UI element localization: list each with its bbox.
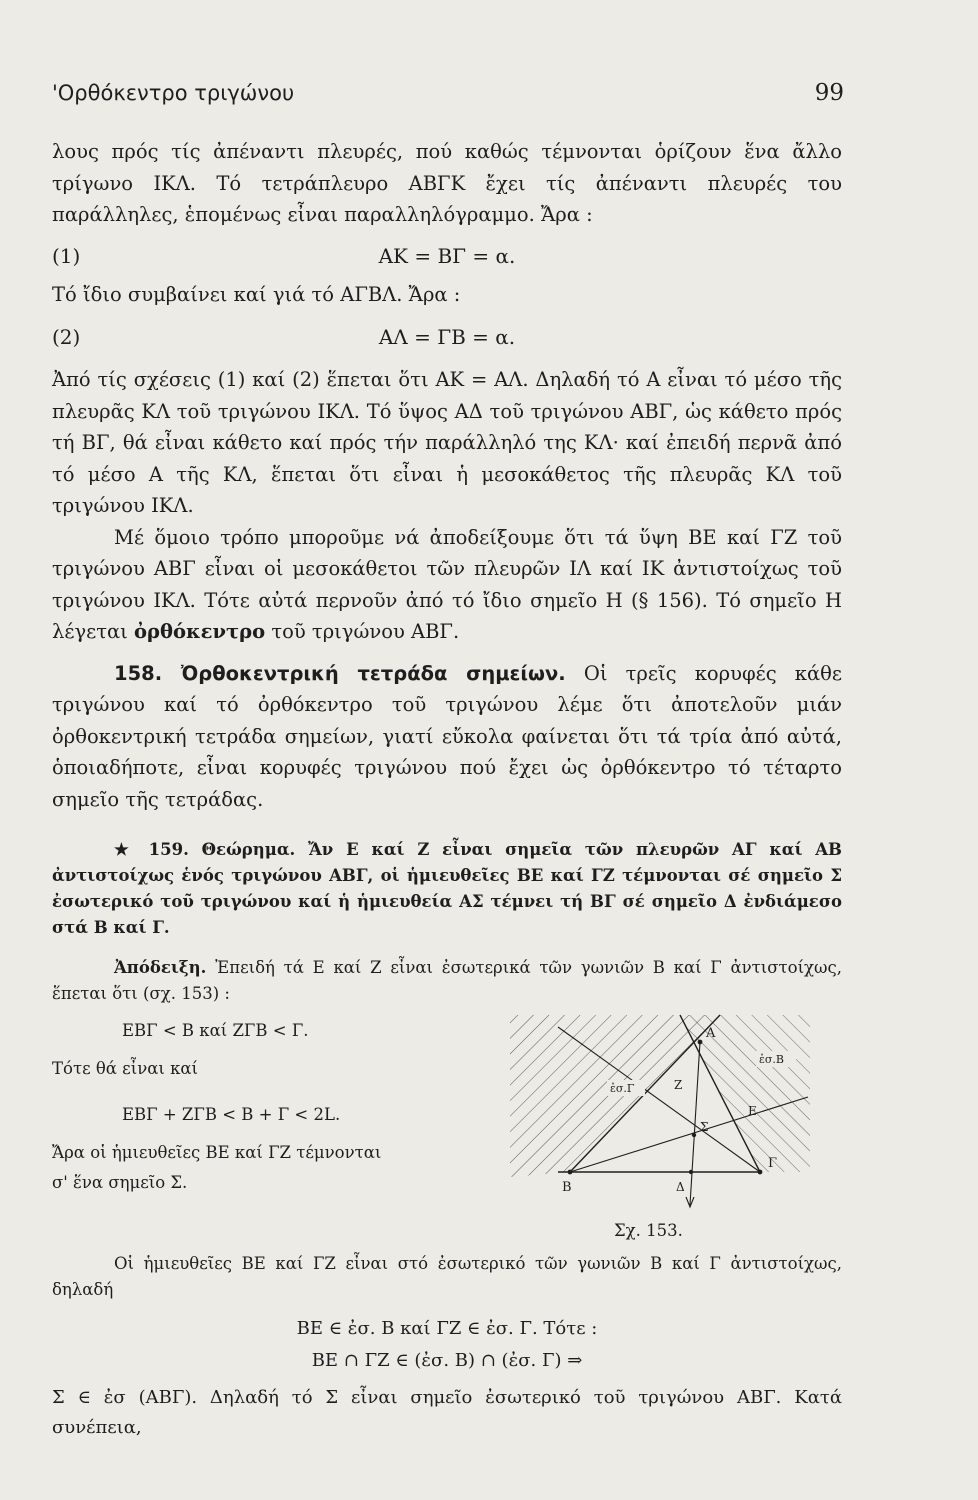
conclusion-line-1: Ἄρα οἱ ἡμιευθεῖες ΒΕ καί ΓΖ τέμνονται xyxy=(52,1143,382,1162)
membership-line: ΒΕ ∈ ἐσ. Β καί ΓΖ ∈ ἐσ. Γ. Τότε : xyxy=(296,1318,598,1339)
point-g xyxy=(758,1170,763,1175)
chapter-title: 'Ορθόκεντρο τριγώνου xyxy=(52,81,295,105)
section-158-text: Οἱ τρεῖς κορυφές κάθε τριγώνου καί τό ὀρθόκεντρο τοῦ τριγώνου λέμε ὅτι ἀποτελοῦν μιάν ὀρθοκεντρική τετράδα σημείων, γιατί εὔκολα φαίνεται ὅτι τά τρία ἀπό αὐτά, ὁποιαδήποτε, εἶναι κορυφές τριγώνου πού ἔχει ὡς ὀρθόκεντρο τό τέταρτο σημεῖο τῆς τετράδας. xyxy=(52,661,842,811)
final-line: Σ ∈ ἐσ (ΑΒΓ). Δηλαδή τό Σ εἶναι σημεῖο ἐσωτερικό τοῦ τριγώνου ΑΒΓ. Κατά συνέπεια, xyxy=(52,1387,842,1438)
section-158-title: 158. Ὀρθοκεντρική τετράδα σημείων. xyxy=(114,661,566,685)
paragraph-after-figure: Οἱ ἡμιευθεῖες ΒΕ καί ΓΖ εἶναι στό ἐσωτερικό τῶν γωνιῶν Β καί Γ ἀντιστοίχως, δηλαδή xyxy=(52,1254,842,1299)
label-a: Α xyxy=(706,1026,716,1041)
point-b xyxy=(568,1170,573,1175)
then-line: Τότε θά εἶναι καί xyxy=(52,1059,199,1078)
equation-2 xyxy=(52,320,842,354)
paragraph-2: Τό ἴδιο συμβαίνει καί γιά τό ΑΓΒΛ. Ἄρα : xyxy=(52,282,461,306)
label-z: Ζ xyxy=(674,1078,683,1092)
running-header xyxy=(52,80,844,106)
interior-angle-b-hatch xyxy=(680,1015,810,1172)
proof-label: Ἀπόδειξη. xyxy=(114,958,207,977)
label-e: Ε xyxy=(748,1104,757,1118)
paragraph-4 xyxy=(52,522,842,648)
label-es-b: ἐσ.Β xyxy=(759,1053,784,1066)
paragraph-4-end: τοῦ τριγώνου ΑΒΓ. xyxy=(271,620,460,643)
section-158 xyxy=(52,658,842,816)
label-d: Δ xyxy=(676,1180,685,1194)
label-g: Γ xyxy=(768,1156,778,1171)
point-a xyxy=(698,1040,703,1045)
point-d xyxy=(689,1170,693,1174)
paragraph-3: Ἀπό τίς σχέσεις (1) καί (2) ἕπεται ὅτι ΑΚ = ΑΛ. Δηλαδή τό Α εἶναι τό μέσο τῆς πλευρᾶς ΚΛ τοῦ τριγώνου ΙΚΛ. Τό ὕψος ΑΔ τοῦ τριγώνου ΑΒΓ, ὡς κάθετο πρός τή ΒΓ, θά εἶναι κάθετο καί πρός τήν παράλληλό της ΚΛ· καί ἐπειδή περνᾶ ἀπό τό μέσο Α τῆς ΚΛ, ἕπεται ὅτι εἶναι ἡ μεσοκάθετος τῆς πλευρᾶς ΚΛ τοῦ τριγώνου ΙΚΛ. xyxy=(52,368,842,517)
intersection-line: ΒΕ ∩ ΓΖ ∈ (ἐσ. Β) ∩ (ἐσ. Γ) ⇒ xyxy=(311,1350,583,1371)
equation-1-formula: ΑΚ = ΒΓ = α. xyxy=(378,243,516,268)
page-body xyxy=(52,136,842,1443)
equation-1 xyxy=(52,239,842,273)
equation-2-formula: ΑΛ = ΓΒ = α. xyxy=(378,325,516,349)
term-orthocenter: ὀρθόκεντρο xyxy=(134,620,266,643)
point-s xyxy=(692,1133,696,1137)
paragraph-1: λους πρός τίς ἀπέναντι πλευρές, πού καθώς τέμνονται ὁρίζουν ἕνα ἄλλο τρίγωνο ΙΚΛ. Τό τετράπλευρο ΑΒΓΚ ἔχει τίς ἀπέναντι πλευρές του παράλληλες, ἑπομένως εἶναι παραλληλόγραμμο. Ἄρα : xyxy=(52,140,842,226)
proof-intro xyxy=(52,955,842,1007)
page-number: 99 xyxy=(814,80,844,106)
proof-text: Ἐπειδή τά Ε καί Ζ εἶναι ἐσωτερικά τῶν γωνιῶν Β καί Γ ἀντιστοίχως, ἕπεται ὅτι (σχ. 153) : xyxy=(52,958,842,1003)
equation-2-number: (2) xyxy=(52,325,81,349)
label-es-g: ἐσ.Γ xyxy=(610,1082,635,1095)
figure-block xyxy=(52,1013,842,1240)
figure-caption: Σχ. 153. xyxy=(614,1221,683,1240)
label-b: Β xyxy=(562,1180,572,1195)
label-s: Σ xyxy=(700,1120,709,1134)
conclusion-line-2: σ' ἕνα σημεῖο Σ. xyxy=(52,1173,188,1192)
theorem-159: ★ 159. Θεώρημα. Ἄν Ε καί Ζ εἶναι σημεῖα τῶν πλευρῶν ΑΓ καί ΑΒ ἀντιστοίχως ἑνός τριγώνου ΑΒΓ, οἱ ἡμιευθεῖες ΒΕ καί ΓΖ τέμνονται σέ σημεῖο Σ ἐσωτερικό τοῦ τριγώνου καί ἡ ἡμιευθεία ΑΣ τέμνει τή ΒΓ σέ σημεῖο Δ ἐνδιάμεσο στά Β καί Γ. xyxy=(52,840,842,937)
angle-inequality-1: ΕΒΓ < Β καί ΖΓΒ < Γ. xyxy=(122,1021,309,1040)
equation-1-number: (1) xyxy=(52,243,81,268)
angle-inequality-2: ΕΒΓ + ΖΓΒ < Β + Γ < 2L. xyxy=(122,1105,341,1124)
figure-153-diagram xyxy=(510,1007,810,1217)
paragraph-4-main: Μέ ὅμοιο τρόπο μποροῦμε νά ἀποδείξουμε ὅτι τά ὕψη ΒΕ καί ΓΖ τοῦ τριγώνου ΑΒΓ εἶναι οἱ μεσοκάθετοι τῶν πλευρῶν ΙΛ καί ΙΚ ἀντιστοίχως τοῦ τριγώνου ΙΚΛ. Τότε αὐτά περνοῦν ἀπό τό ἴδιο σημεῖο Η (§ 156). Τό σημεῖο Η λέγεται xyxy=(52,525,842,643)
